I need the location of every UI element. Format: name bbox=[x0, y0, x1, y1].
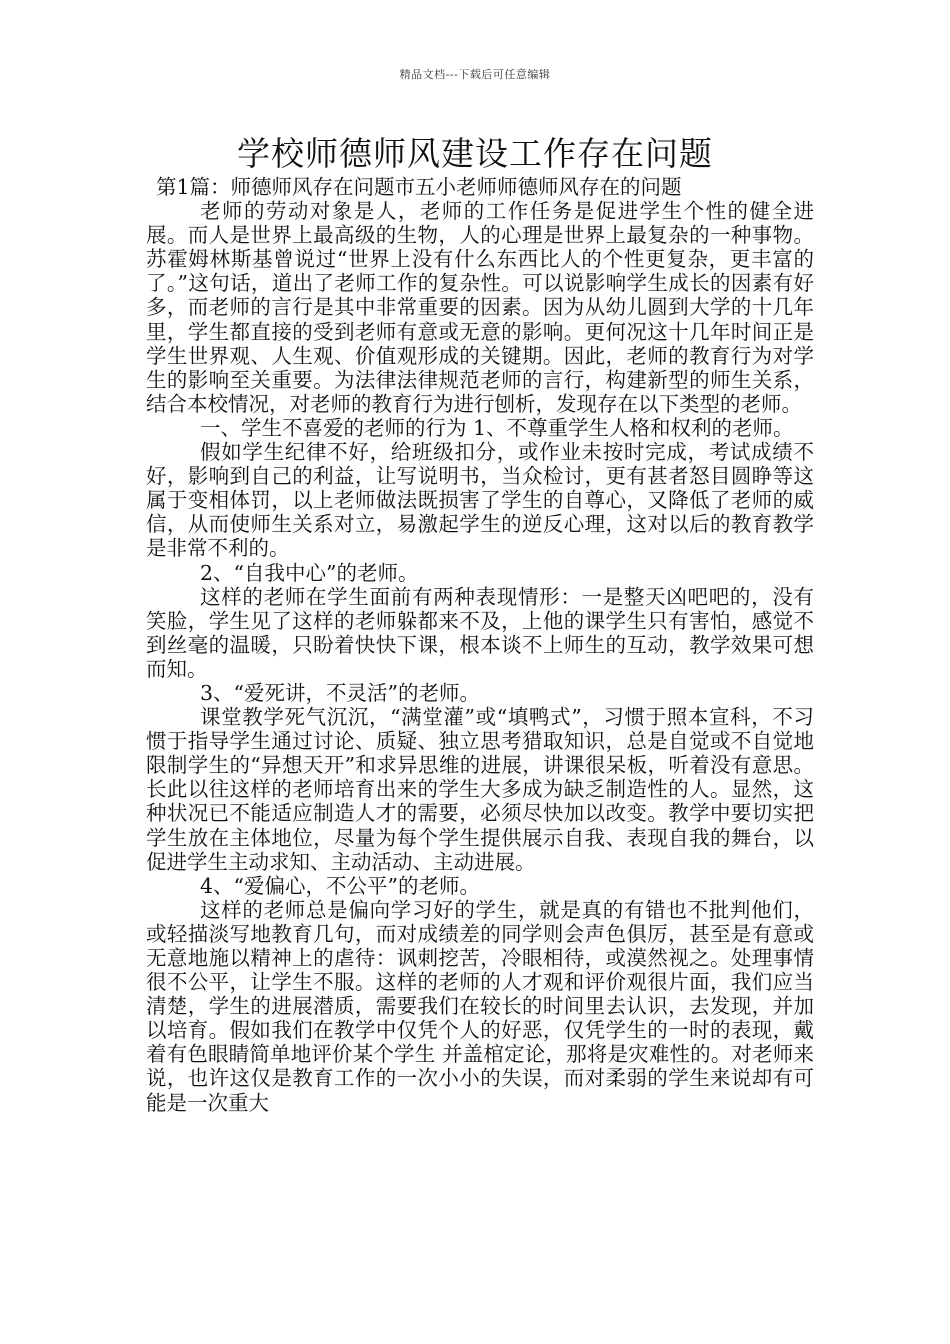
sub-heading: 3、“爱死讲，不灵活”的老师。 bbox=[200, 680, 481, 705]
section-heading: 第1篇：师德师风存在问题市五小老师师德师风存在的问题 bbox=[156, 175, 682, 199]
document-title: 学校师德师风建设工作存在问题 bbox=[237, 134, 713, 173]
document-body bbox=[146, 175, 814, 1115]
header-note: 精品文档---下载后可任意编辑 bbox=[399, 68, 551, 81]
paragraph: 这样的老师在学生面前有两种表现情形：一是整天凶吧吧的，没有笑脸，学生见了这样的老师躲都来不及，上他的课学生只有害怕，感觉不到丝毫的温暖，只盼着快快下课，根本谈不上师生的互动，教学效果可想而知。 bbox=[146, 584, 814, 681]
sub-heading: 4、“爱偏心，不公平”的老师。 bbox=[200, 873, 481, 898]
sub-heading: 2、“自我中心”的老师。 bbox=[200, 560, 419, 585]
paragraph: 假如学生纪律不好，给班级扣分，或作业未按时完成，考试成绩不好，影响到自己的利益，让写说明书，当众检讨，更有甚者怒目圆睁等这属于变相体罚，以上老师做法既损害了学生的自尊心，又降低了老师的威信，从而使师生关系对立，易激起学生的逆反心理，这对以后的教育教学是非常不利的。 bbox=[146, 440, 814, 561]
paragraph: 老师的劳动对象是人，老师的工作任务是促进学生个性的健全进展。而人是世界上最高级的生物，人的心理是世界上最复杂的一种事物。苏霍姆林斯基曾说过“世界上没有什么东西比人的个性更复杂，更丰富的了。”这句话，道出了老师工作的复杂性。可以说影响学生成长的因素有好多，而老师的言行是其中非常重要的因素。因为从幼儿圆到大学的十几年里，学生都直接的受到老师有意或无意的影响。更何况这十几年时间正是学生世界观、人生观、价值观形成的关键期。因此，老师的教育行为对学生的影响至关重要。为法律法律规范老师的言行，构建新型的师生关系，结合本校情况，对老师的教育行为进行刨析，发现存在以下类型的老师。 bbox=[146, 199, 814, 416]
sub-heading: 一、学生不喜爱的老师的行为 1、不尊重学生人格和权利的老师。 bbox=[200, 415, 794, 440]
paragraph: 课堂教学死气沉沉，“满堂灌”或“填鸭式”，习惯于照本宣科，不习惯于指导学生通过讨论、质疑、独立思考猎取知识，总是自觉或不自觉地限制学生的“异想天开”和求异思维的进展，讲课很呆板，听着没有意思。长此以往这样的老师培育出来的学生大多成为缺乏制造性的人。显然，这种状况已不能适应制造人才的需要，必须尽快加以改变。教学中要切实把学生放在主体地位，尽量为每个学生提供展示自我、表现自我的舞台，以促进学生主动求知、主动活动、主动进展。 bbox=[146, 705, 814, 874]
paragraph: 这样的老师总是偏向学习好的学生，就是真的有错也不批判他们，或轻描淡写地教育几句，而对成绩差的同学则会声色俱厉，甚至是有意或无意地施以精神上的虐待：讽刺挖苦，冷眼相待，或漠然视之。处理事情很不公平，让学生不服。这样的老师的人才观和评价观很片面，我们应当清楚，学生的进展潜质，需要我们在较长的时间里去认识，去发现，并加以培育。假如我们在教学中仅凭个人的好恶，仅凭学生的一时的表现，戴着有色眼睛简单地评价某个学生 并盖棺定论，那将是灾难性的。对老师来说，也许这仅是教育工作的一次小小的失误，而对柔弱的学生来说却有可能是一次重大 bbox=[146, 897, 814, 1115]
